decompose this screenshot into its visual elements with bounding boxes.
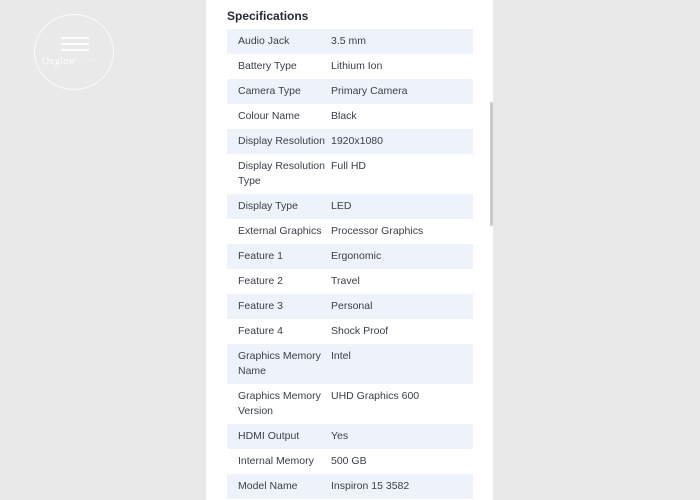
spec-value: Full HD bbox=[331, 160, 367, 172]
spec-label: External Graphics bbox=[238, 225, 322, 237]
spec-row-feature-1 bbox=[227, 244, 473, 269]
spec-value: 3.5 mm bbox=[331, 29, 473, 54]
spec-label: Display Resolution bbox=[227, 129, 331, 154]
spec-value: Processor Graphics bbox=[331, 225, 424, 237]
spec-value: Primary Camera bbox=[331, 79, 473, 104]
spec-label: Graphics Memory Version bbox=[238, 390, 321, 417]
spec-value: 500 GB bbox=[331, 455, 367, 467]
spec-value: Ergonomic bbox=[331, 244, 473, 269]
spec-label: Feature 4 bbox=[238, 325, 283, 337]
spec-value: Personal bbox=[331, 294, 473, 319]
spec-row-camera-type bbox=[227, 79, 473, 104]
spec-row-model-name bbox=[227, 474, 473, 499]
spec-row-feature-2 bbox=[227, 269, 473, 294]
spec-value: Shock Proof bbox=[331, 325, 389, 337]
spec-label: Feature 1 bbox=[227, 244, 331, 269]
spec-value: Black bbox=[331, 110, 357, 122]
spec-row-battery-type bbox=[227, 54, 473, 79]
spec-row-audio-jack bbox=[227, 29, 473, 54]
spec-label: Camera Type bbox=[227, 79, 331, 104]
spec-value: Yes bbox=[331, 424, 473, 449]
spec-label: Feature 2 bbox=[238, 275, 283, 287]
spec-row-display-resolution-type bbox=[227, 154, 473, 194]
watermark-brand-name: Oxglow bbox=[42, 56, 77, 67]
watermark-lines-icon bbox=[61, 37, 89, 55]
spec-value: 1920x1080 bbox=[331, 129, 473, 154]
spec-label: Colour Name bbox=[238, 110, 300, 122]
watermark-brand-tail: ······· bbox=[76, 56, 102, 67]
spec-label: Audio Jack bbox=[227, 29, 331, 54]
watermark-logo bbox=[34, 14, 114, 90]
spec-label: Graphics Memory Name bbox=[227, 344, 331, 384]
spec-value: LED bbox=[331, 194, 473, 219]
spec-row-feature-4 bbox=[227, 319, 473, 344]
spec-row-graphics-memory-version bbox=[227, 384, 473, 424]
spec-value: Intel bbox=[331, 344, 473, 384]
specifications-table bbox=[227, 29, 473, 499]
spec-row-graphics-memory-name bbox=[227, 344, 473, 384]
spec-label: HDMI Output bbox=[227, 424, 331, 449]
spec-value: Travel bbox=[331, 275, 360, 287]
specifications-panel bbox=[206, 0, 493, 500]
spec-value: Lithium Ion bbox=[331, 60, 383, 72]
page-scrollbar[interactable] bbox=[490, 102, 493, 226]
spec-row-feature-3 bbox=[227, 294, 473, 319]
spec-row-external-graphics bbox=[227, 219, 473, 244]
spec-label: Feature 3 bbox=[227, 294, 331, 319]
spec-row-internal-memory bbox=[227, 449, 473, 474]
spec-value: UHD Graphics 600 bbox=[331, 390, 420, 402]
watermark-brand bbox=[42, 56, 101, 67]
spec-label: Internal Memory bbox=[238, 455, 314, 467]
spec-row-display-resolution bbox=[227, 129, 473, 154]
spec-row-hdmi-output bbox=[227, 424, 473, 449]
spec-row-display-type bbox=[227, 194, 473, 219]
specifications-title: Specifications bbox=[227, 9, 309, 23]
spec-label: Battery Type bbox=[238, 60, 297, 72]
spec-label: Model Name bbox=[227, 474, 331, 499]
spec-label: Display Resolution Type bbox=[238, 160, 325, 187]
spec-value: Inspiron 15 3582 bbox=[331, 474, 473, 499]
spec-row-colour-name bbox=[227, 104, 473, 129]
spec-label: Display Type bbox=[227, 194, 331, 219]
